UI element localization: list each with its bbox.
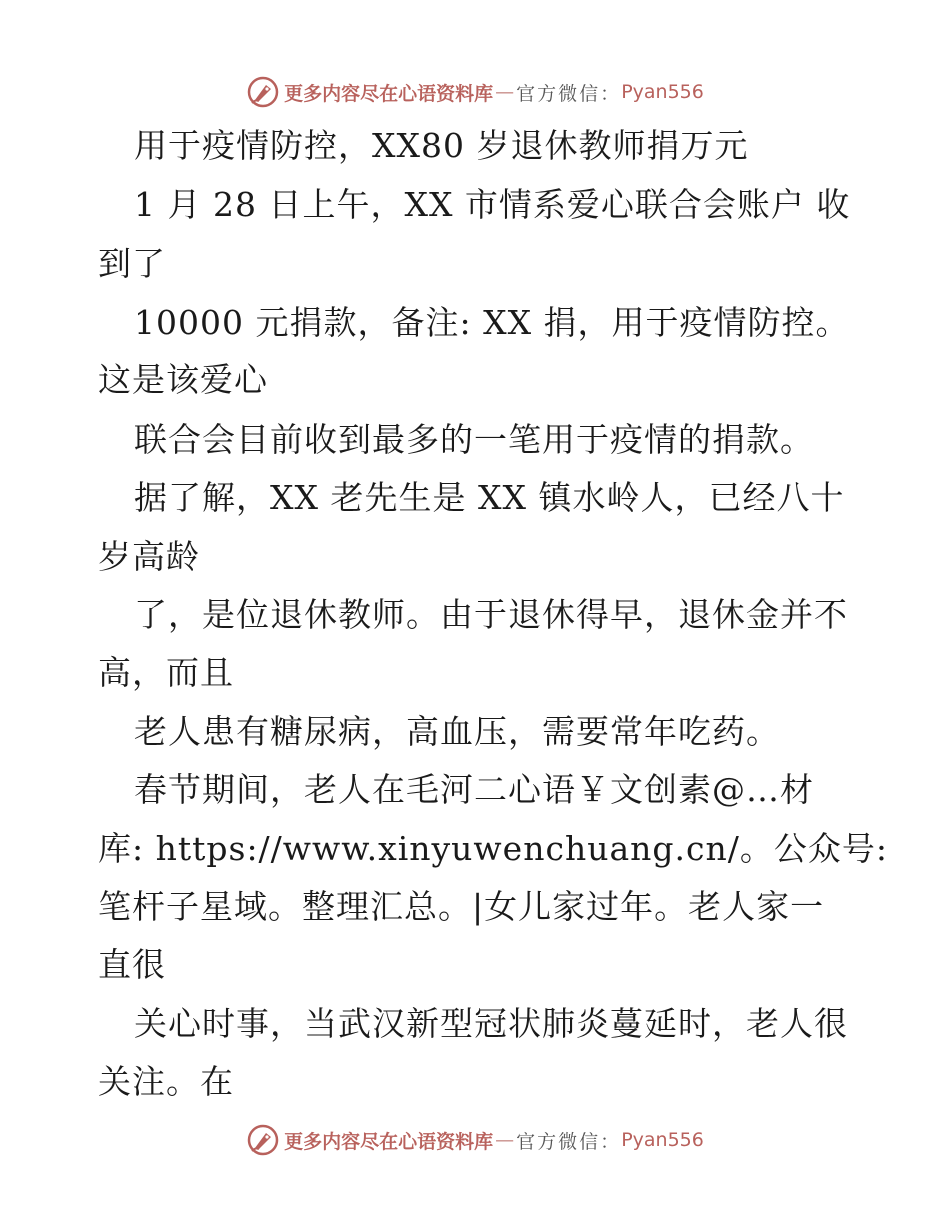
pen-nib-logo-icon	[246, 75, 280, 109]
body-line: 联合会目前收到最多的一笔用于疫情的捐款。	[134, 420, 814, 459]
watermark-separator: —	[495, 1129, 515, 1151]
body-line: 笔杆子星域。整理汇总。|女儿家过年。老人家一	[98, 887, 825, 926]
body-line: 关心时事，当武汉新型冠状肺炎蔓延时，老人很	[134, 1004, 848, 1043]
header-watermark	[0, 72, 950, 112]
body-line: 1 月 28 日上午，XX 市情系爱心联合会账户 收	[134, 185, 851, 224]
body-line: 关注。在	[98, 1062, 234, 1101]
body-line: 库: https://www.xinyuwenchuang.cn/。公众号:	[98, 829, 888, 868]
body-line: 这是该爱心	[98, 360, 268, 399]
body-line: 10000 元捐款，备注: XX 捐，用于疫情防控。	[134, 303, 850, 342]
body-line: 直很	[98, 945, 166, 984]
watermark-wechat-id: Pyan556	[621, 81, 704, 103]
body-line: 老人患有糖尿病，高血压，需要常年吃药。	[134, 712, 780, 751]
body-line: 高，而且	[98, 653, 234, 692]
body-line-title: 用于疫情防控，XX80 岁退休教师捐万元	[134, 126, 749, 165]
watermark-wechat-label: 官方微信：	[516, 82, 622, 105]
watermark-main-text: 更多内容尽在心语资料库	[284, 82, 494, 105]
body-line: 据了解，XX 老先生是 XX 镇水岭人，已经八十	[134, 478, 845, 517]
watermark-main-text: 更多内容尽在心语资料库	[284, 1130, 494, 1153]
body-line: 到了	[98, 244, 166, 283]
footer-watermark	[0, 1120, 950, 1160]
body-line: 了，是位退休教师。由于退休得早，退休金并不	[134, 595, 848, 634]
watermark-separator: —	[495, 81, 515, 103]
body-line: 岁高龄	[98, 537, 200, 576]
watermark-wechat-label: 官方微信：	[516, 1130, 622, 1153]
body-line: 春节期间，老人在毛河二心语￥文创素@…材	[134, 770, 814, 809]
pen-nib-logo-icon	[246, 1123, 280, 1157]
watermark-wechat-id: Pyan556	[621, 1129, 704, 1151]
